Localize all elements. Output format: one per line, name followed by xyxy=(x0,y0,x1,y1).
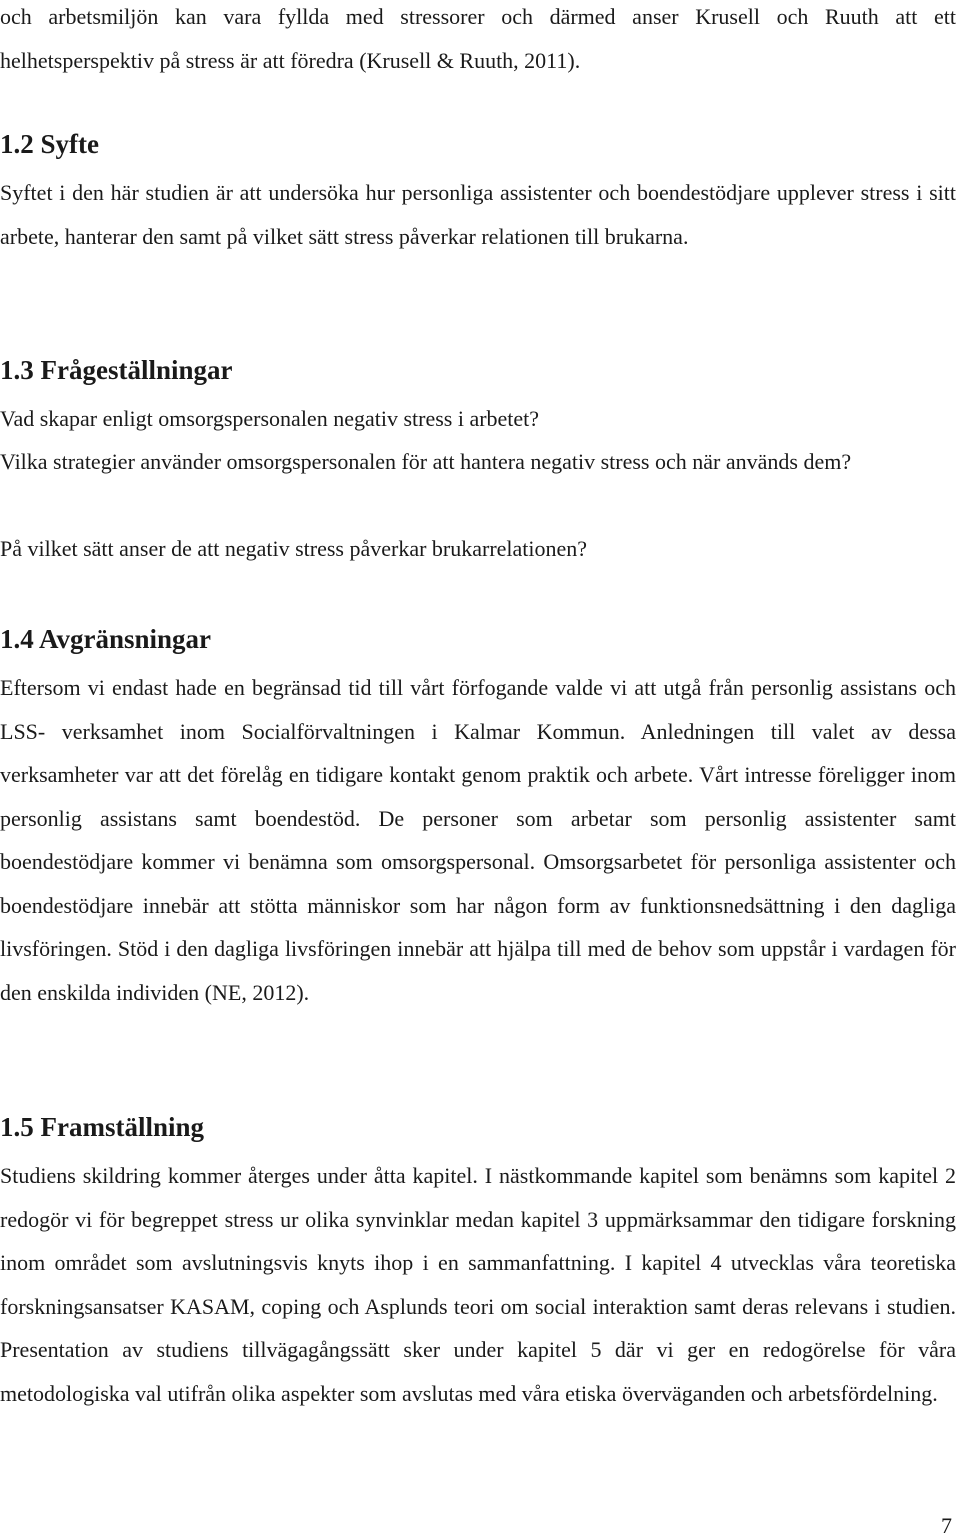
question-item: Vilka strategier använder omsorgspersonalen för att hantera negativ stress och när används dem? xyxy=(0,449,852,474)
intro-paragraph: och arbetsmiljön kan vara fyllda med stressorer och därmed anser Krusell och Ruuth att ett helhetsperspektiv på stress är att föredra (Krusell & Ruuth, 2011). xyxy=(0,4,956,73)
question-item: På vilket sätt anser de att negativ stress påverkar brukarrelationen? xyxy=(0,536,588,561)
section-body-framstallning: Studiens skildring kommer återges under åtta kapitel. I nästkommande kapitel som benämns som kapitel 2 redogör vi för begreppet stress ur olika synvinklar medan kapitel 3 uppmärksammar den tidigare forskning inom området som avslutningsvis knyts ihop i en sammanfattning. I kapitel 4 utvecklas våra teoretiska forskningsansatser KASAM, coping och Asplunds teori om social interaktion samt deras relevans i studien. Presentation av studiens tillvägagångssätt sker under kapitel 5 där vi ger en redogörelse för våra metodologiska val utifrån olika aspekter som avslutas med våra etiska överväganden och arbetsfördelning. xyxy=(0,1163,956,1406)
section-heading-syfte: 1.2 Syfte xyxy=(0,129,99,159)
section-body-avgransningar: Eftersom vi endast hade en begränsad tid till vårt förfogande valde vi att utgå från personlig assistans och LSS- verksamhet inom Socialförvaltningen i Kalmar Kommun. Anledningen till valet av dessa verksamheter var att det förelåg en tidigare kontakt genom praktik och arbete. Vårt intresse föreligger inom personlig assistans samt boendestöd. De personer som arbetar som personlig assistenter samt boendestödjare kommer vi benämna som omsorgspersonal. Omsorgsarbetet för personliga assistenter och boendestödjare innebär att stötta människor som har någon form av funktionsnedsättning i den dagliga livsföringen. Stöd i den dagliga livsföringen innebär att hjälpa till med de behov som uppstår i vardagen för den enskilda individen (NE, 2012). xyxy=(0,675,956,1005)
section-heading-fragestallningar: 1.3 Frågeställningar xyxy=(0,355,233,385)
page-number: 7 xyxy=(941,1513,952,1538)
section-body-syfte: Syftet i den här studien är att undersöka hur personliga assistenter och boendestödjare upplever stress i sitt arbete, hanterar den samt på vilket sätt stress påverkar relationen till brukarna. xyxy=(0,180,956,249)
section-heading-avgransningar: 1.4 Avgränsningar xyxy=(0,624,212,654)
section-heading-framstallning: 1.5 Framställning xyxy=(0,1112,205,1142)
question-item: Vad skapar enligt omsorgspersonalen negativ stress i arbetet? xyxy=(0,406,540,431)
